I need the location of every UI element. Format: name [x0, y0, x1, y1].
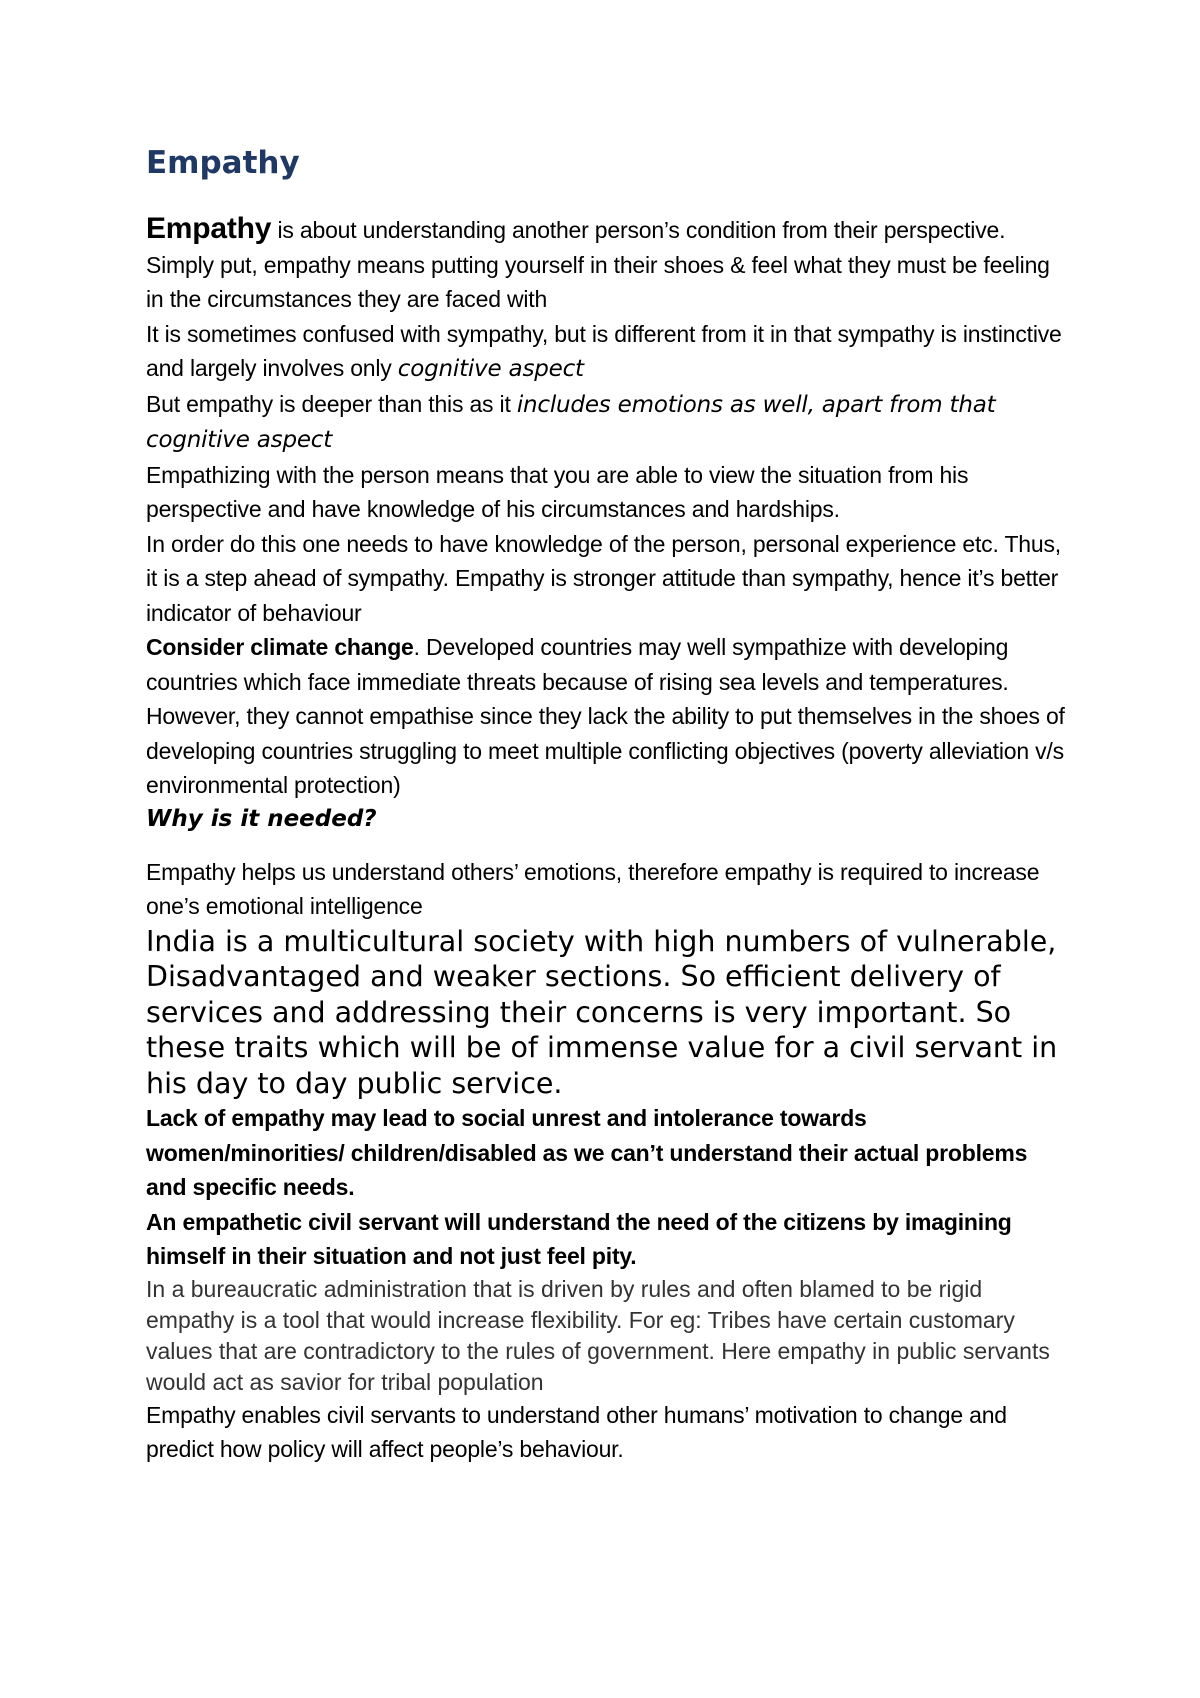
sympathy-emphasis: cognitive aspect [397, 356, 584, 382]
intro-paragraph [146, 212, 1066, 317]
civil-servant-paragraph: An empathetic civil servant will understand the need of the citizens by imagining himself in their situation and not just feel pity. [146, 1208, 1012, 1269]
page-title: Empathy [146, 145, 300, 181]
deeper-paragraph [146, 387, 1066, 458]
enables-paragraph: Empathy enables civil servants to understand other humans’ motivation to change and predict how policy will affect people’s behaviour. [146, 1401, 1007, 1462]
emotional-paragraph: Empathy helps us understand others’ emotions, therefore empathy is required to increase one’s emotional intelligence [146, 858, 1040, 919]
document-page [146, 140, 1066, 1467]
intro-lead-word: Empathy [146, 212, 272, 245]
deeper-emphasis: includes emotions as well, apart from that cognitive aspect [146, 391, 996, 453]
sympathy-text: It is sometimes confused with sympathy, but is different from it in that sympathy is instinctive and largely involves only [146, 320, 1062, 381]
bureaucratic-paragraph: In a bureaucratic administration that is driven by rules and often blamed to be rigid empathy is a tool that would increase flexibility. For eg: Tribes have certain customary values that are contradictory to the rules of government. Here empathy in public servants would act as savior for tribal population [146, 1275, 1050, 1395]
climate-paragraph [146, 630, 1066, 803]
deeper-text: But empathy is deeper than this as it [146, 390, 517, 417]
in-order-paragraph: In order do this one needs to have knowledge of the person, personal experience etc. Thus, it is a step ahead of sympathy. Empathy is stronger attitude than sympathy, hence it’s better indicator of behaviour [146, 530, 1061, 626]
empathizing-paragraph: Empathizing with the person means that you are able to view the situation from his perspective and have knowledge of his circumstances and hardships. [146, 461, 969, 522]
sympathy-paragraph [146, 317, 1066, 387]
india-paragraph: India is a multicultural society with high numbers of vulnerable, Disadvantaged and weaker sections. So efficient delivery of services and addressing their concerns is very important. So these traits which will be of immense value for a civil servant in his day to day public service. [146, 924, 1058, 1100]
intro-text: is about understanding another person’s condition from their perspective. Simply put, empathy means putting yourself in their shoes & feel what they must be feeling in the circumstances they are faced with [146, 217, 1050, 312]
lack-paragraph: Lack of empathy may lead to social unrest and intolerance towards women/minorities/ children/disabled as we can’t understand their actual problems and specific needs. [146, 1105, 1028, 1200]
climate-text: . Developed countries may well sympathize with developing countries which face immediate threats because of rising sea levels and temperatures. However, they cannot empathise since they lack the ability to put themselves in the shoes of developing countries struggling to meet multiple conflicting objectives (poverty alleviation v/s environmental protection) [146, 634, 1065, 798]
why-heading: Why is it needed? [146, 805, 377, 832]
climate-label: Consider climate change [146, 634, 414, 660]
